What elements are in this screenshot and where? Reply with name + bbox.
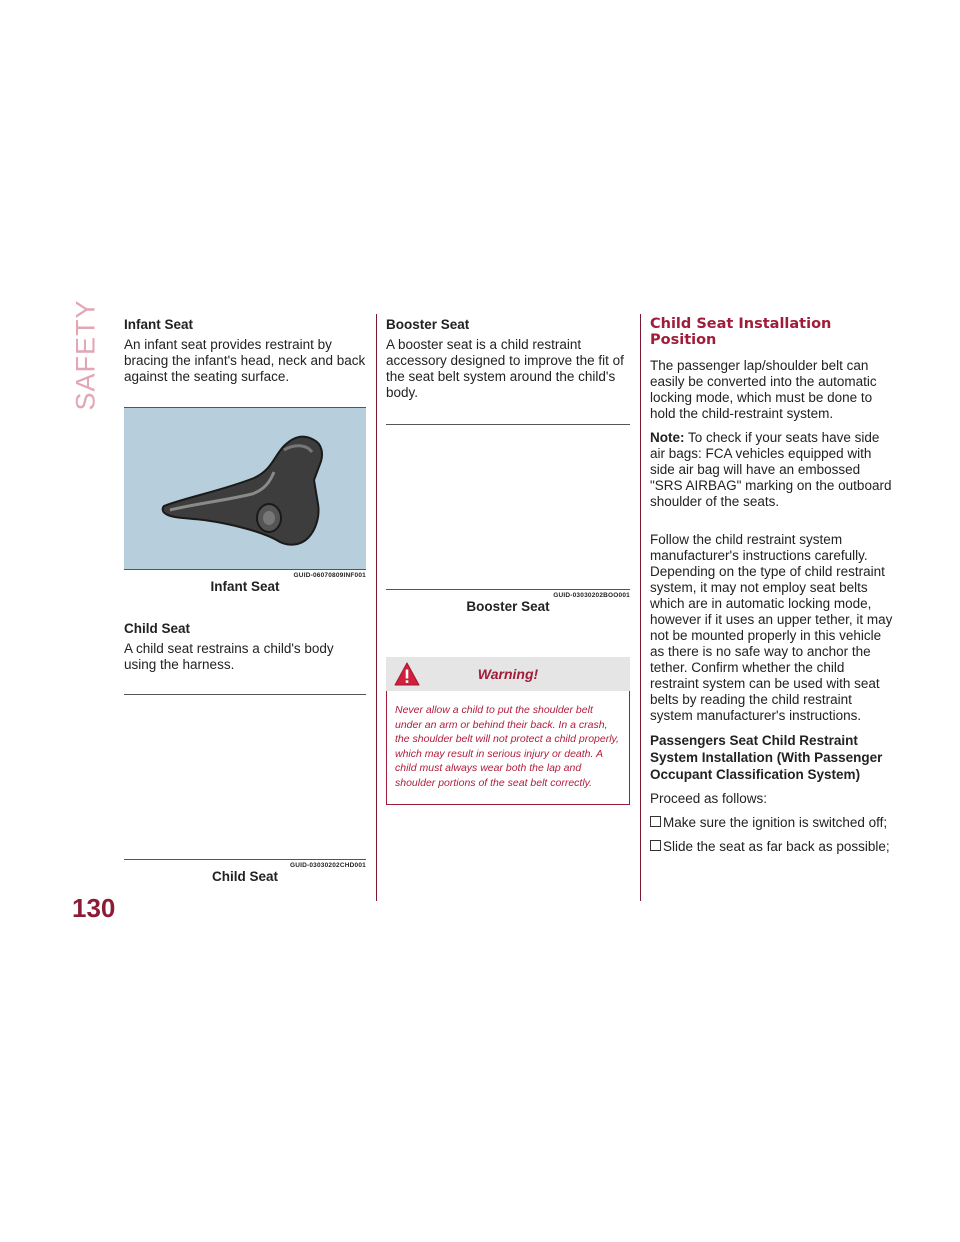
column-2 [386, 314, 630, 901]
installation-subheading: Passengers Seat Child Restraint System Installation (With Passenger Occupant Classification System) [650, 733, 883, 782]
column-1 [124, 314, 366, 901]
instructions-paragraph: Follow the child restraint system manufacturer's instructions carefully. Depending on the type of child restraint system, it may not employ seat belts which are in automatic locking mode, however if it uses an upper tether, it may not be mounted properly in this vehicle as there is no safe way to anchor the tether. Confirm whether the child restraint system can be used with seat belts by reading the child restraint system manufacturer's instructions. [650, 532, 893, 723]
figure-caption: Booster Seat [466, 599, 550, 614]
list-item: Make sure the ignition is switched off; [650, 815, 896, 831]
infant-seat-figure [124, 407, 366, 594]
warning-icon [394, 662, 420, 686]
column-3 [650, 314, 896, 901]
note-text: To check if your seats have side air bags: FCA vehicles equipped with side air bag will have an embossed "SRS AIRBAG" marking on the outboard shoulder of the seats. [650, 430, 892, 509]
section-title: Child Seat Installation Position [650, 316, 832, 348]
booster-seat-figure [386, 424, 630, 614]
infant-seat-heading: Infant Seat [124, 317, 194, 332]
note-label: Note: [650, 430, 685, 445]
page-number: 130 [72, 893, 116, 923]
infant-seat-image [124, 408, 366, 569]
infant-seat-text: An infant seat provides restraint by bracing the infant's head, neck and back against the seating surface. [124, 337, 366, 384]
infant-seat-illustration [124, 408, 366, 569]
proceed-text: Proceed as follows: [650, 791, 768, 806]
child-seat-text: A child seat restrains a child's body using the harness. [124, 641, 334, 672]
figure-code: GUID-06070809INF001 [293, 572, 366, 579]
intro-paragraph: The passenger lap/shoulder belt can easily be converted into the automatic locking mode, which must be done to hold the child-restraint system. [650, 358, 877, 421]
booster-seat-text: A booster seat is a child restraint accessory designed to improve the fit of the seat belt system around the child's body. [386, 337, 624, 400]
child-seat-image [124, 695, 366, 859]
note-paragraph [650, 430, 896, 510]
warning-text: Never allow a child to put the shoulder belt under an arm or behind their back. In a crash, the shoulder belt will not protect a child properly, which may result in serious injury or death. A child must always wear both the lap and shoulder portions of the seat belt correctly. [386, 691, 630, 805]
column-divider [376, 314, 377, 901]
booster-seat-image [386, 425, 630, 589]
child-seat-figure [124, 694, 366, 884]
warning-header [386, 657, 630, 691]
child-seat-heading: Child Seat [124, 621, 191, 636]
section-tab [66, 299, 106, 411]
warning-block [386, 657, 630, 805]
checkbox-icon [650, 816, 661, 827]
list-item: Slide the seat as far back as possible; [650, 839, 896, 855]
figure-code: GUID-03030202CHD001 [289, 862, 366, 869]
booster-seat-heading: Booster Seat [386, 317, 470, 332]
section-tab-label: SAFETY [70, 299, 101, 411]
checkbox-icon [650, 840, 661, 851]
column-divider [640, 314, 641, 901]
figure-caption: Child Seat [211, 869, 278, 884]
figure-caption: Infant Seat [210, 579, 280, 594]
figure-code: GUID-03030202BOO001 [553, 592, 630, 599]
warning-title: Warning! [477, 666, 539, 682]
